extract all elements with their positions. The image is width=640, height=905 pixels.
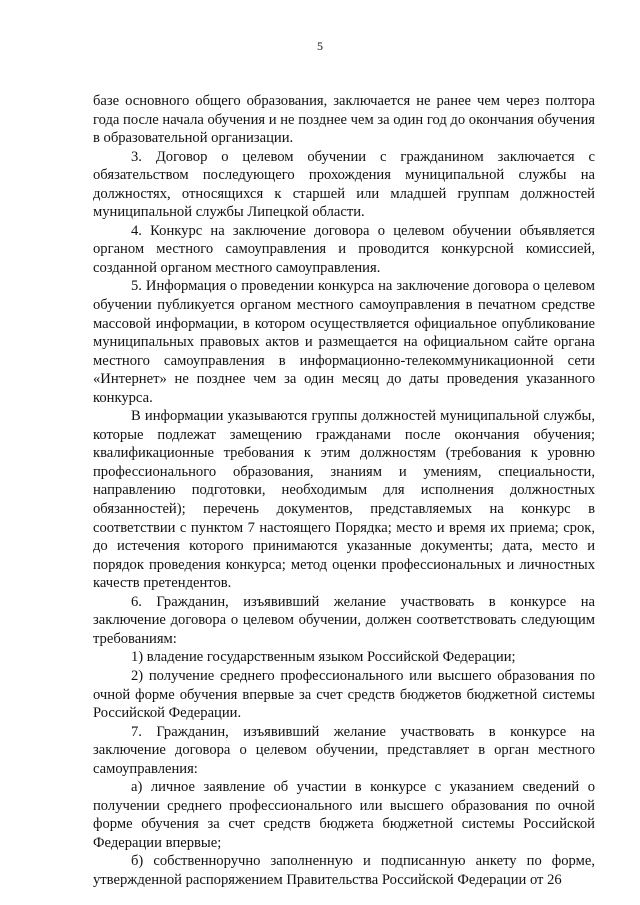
paragraph-item-7: 7. Гражданин, изъявивший желание участвовать в конкурсе на заключение договора о целевом обучении, представляет в орган местного самоуправления: bbox=[93, 723, 595, 777]
paragraph-item-5: 5. Информация о проведении конкурса на заключение договора о целевом обучении публикуется органом местного самоуправления в печатном средстве массовой информации, в котором осуществляется официальное опубликование муниципальных правовых актов и размещается на официальном сайте органа местного самоуправления в информационно-телекоммуникационной сети «Интернет» не позднее чем за один месяц до даты проведения указанного конкурса. bbox=[93, 278, 595, 406]
document-body bbox=[93, 92, 595, 890]
paragraph-item-4: 4. Конкурс на заключение договора о целевом обучении объявляется органом местного самоуправления и проводится конкурсной комиссией, созданной органом местного самоуправления. bbox=[93, 222, 595, 276]
paragraph-continuation: базе основного общего образования, заключается не ранее чем через полтора года после начала обучения и не позднее чем за один год до окончания обучения в образовательной организации. bbox=[93, 93, 595, 147]
paragraph-item-3: 3. Договор о целевом обучении с гражданином заключается с обязательством последующего прохождения муниципальной службы на должностях, относящихся к старшей или младшей группам должностей муниципальной службы Липецкой области. bbox=[93, 148, 595, 221]
document-item-a: а) личное заявление об участии в конкурсе с указанием сведений о получении среднего профессионального или высшего образования по очной форме обучения за счет средств бюджета бюджетной системы Российской Федерации впервые; bbox=[93, 779, 595, 851]
document-item-b: б) собственноручно заполненную и подписанную анкету по форме, утвержденной распоряжением Правительства Российской Федерации от 26 bbox=[93, 853, 595, 888]
requirement-item-2: 2) получение среднего профессионального или высшего образования по очной форме обучения впервые за счет средств бюджетов бюджетной системы Российской Федерации. bbox=[93, 667, 595, 722]
page-number: 5 bbox=[317, 39, 323, 53]
paragraph-item-6: 6. Гражданин, изъявивший желание участвовать в конкурсе на заключение договора о целевом обучении, должен соответствовать следующим требованиям: bbox=[93, 593, 595, 647]
requirement-item-1: 1) владение государственным языком Российской Федерации; bbox=[131, 649, 516, 666]
paragraph-information-details: В информации указываются группы должностей муниципальной службы, которые подлежат замещению гражданами после окончания обучения; квалификационные требования к этим должностям (требования к уровню профессионального образования, знаниям и умениям, специальности, направлению подготовки, необходимым для исполнения должностных обязанностей); перечень документов, представляемых на конкурс в соответствии с пунктом 7 настоящего Порядка; место и время их приема; срок, до истечения которого принимаются указанные документы; дата, место и порядок проведения конкурса; метод оценки профессиональных и личностных качеств претендентов. bbox=[93, 408, 595, 592]
